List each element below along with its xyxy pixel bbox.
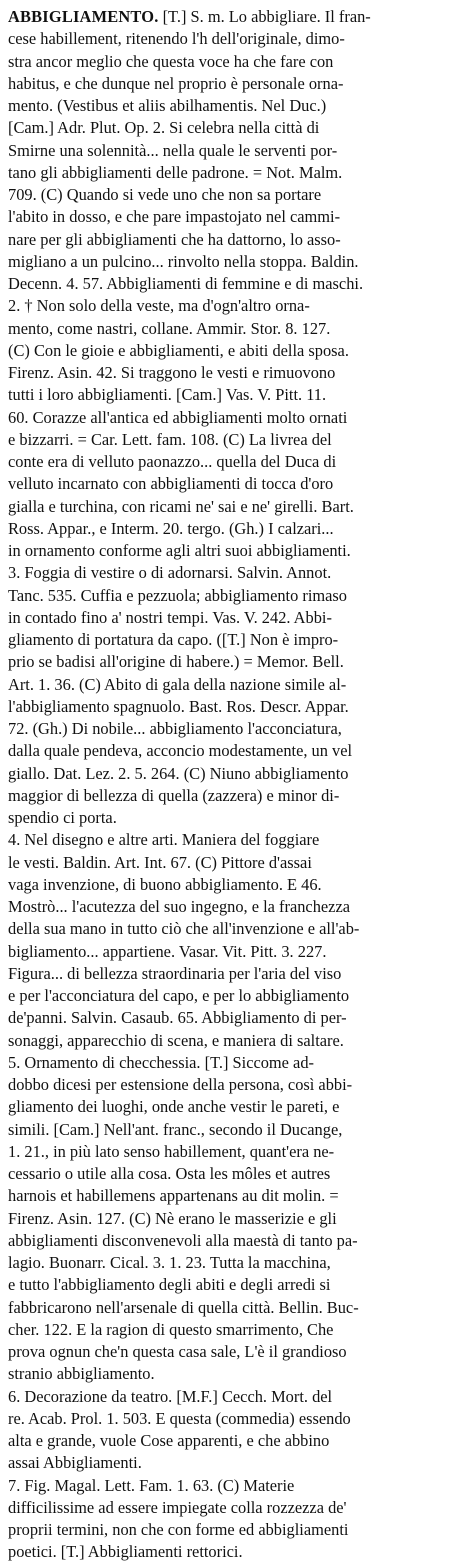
entry-line: dalla quale pendeva, acconcio modestamente, un vel xyxy=(8,741,353,761)
entry-line: 4. Nel disegno e altre arti. Maniera del foggiare xyxy=(8,830,320,850)
entry-line: assai Abbigliamenti. xyxy=(8,1453,142,1473)
entry-line: della sua mano in tutto ciò che all'invenzione e all'ab- xyxy=(8,919,360,939)
entry-line: harnois et habillemens appartenans au dit molin. = xyxy=(8,1186,339,1206)
entry-line: velluto incarnato con abbigliamenti di tocca d'oro xyxy=(8,474,334,494)
entry-line: Firenz. Asin. 42. Si traggono le vesti e rimuovono xyxy=(8,363,336,382)
entry-line: dobbo dicesi per estensione della persona, così abbi- xyxy=(8,1075,353,1094)
entry-line: 1. 21., in più lato senso habillement, quant'era ne- xyxy=(8,1141,335,1161)
entry-line: lagio. Buonarr. Cical. 3. 1. 23. Tutta la macchina, xyxy=(8,1253,331,1272)
entry-line: 2. † Non solo della veste, ma d'ogn'altro orna- xyxy=(8,296,310,316)
entry-line: le vesti. Baldin. Art. Int. 67. (C) Pittore d'assai xyxy=(8,852,312,872)
entry-line: vaga invenzione, di buono abbigliamento. E 46. xyxy=(8,874,322,894)
entry-line: habitus, e che dunque nel proprio è personale orna- xyxy=(8,73,344,93)
entry-line: bigliamento... appartiene. Vasar. Vit. Pitt. 3. 227. xyxy=(8,941,327,961)
entry-line: cher. 122. E la ragion di questo smarrimento, Che xyxy=(8,1319,334,1339)
entry-line: nare per gli abbigliamenti che ha dattorno, lo asso- xyxy=(8,229,341,249)
headword: ABBIGLIAMENTO. xyxy=(8,7,159,26)
entry-line: 6. Decorazione da teatro. [M.F.] Cecch. Mort. del xyxy=(8,1386,333,1406)
entry-line: 709. (C) Quando si vede uno che non sa portare xyxy=(8,185,322,204)
entry-line: Decenn. 4. 57. Abbigliamenti di femmine e di maschi. xyxy=(8,274,364,293)
entry-line: 72. (Gh.) Di nobile... abbigliamento l'acconciatura, xyxy=(8,719,342,738)
entry-sense-4 xyxy=(8,829,465,1052)
entry-line: difficilissime ad essere impiegate colla rozzezza de' xyxy=(8,1497,347,1517)
entry-line: gialla e turchina, con ricami ne' sai e ne' girelli. Bart. xyxy=(8,496,354,516)
entry-line: re. Acab. Prol. 1. 503. E questa (commedia) essendo xyxy=(8,1408,351,1428)
entry-line: l'abito in dosso, e che pare impastojato nel cammi- xyxy=(8,207,341,227)
entry-line: prova ognun che'n questa casa sale, L'è il grandioso xyxy=(8,1342,347,1361)
entry-line: Tanc. 535. Cuffia e pezzuola; abbigliamento rimaso xyxy=(8,585,348,605)
entry-line: Ross. Appar., e Interm. 20. tergo. (Gh.) I calzari... xyxy=(8,518,334,538)
entry-sense-5 xyxy=(8,1052,465,1386)
entry-line: gliamento di portatura da capo. ([T.] Non è impro- xyxy=(8,630,339,649)
dictionary-entry xyxy=(8,6,465,1564)
entry-line: de'panni. Salvin. Casaub. 65. Abbigliamento di per- xyxy=(8,1008,347,1028)
entry-line: migliano a un pulcino... rinvolto nella stoppa. Baldin. xyxy=(8,251,359,271)
entry-line: Firenz. Asin. 127. (C) Nè erano le masserizie e gli xyxy=(8,1208,337,1228)
entry-line: gliamento dei luoghi, onde anche vestir le pareti, e xyxy=(8,1097,340,1117)
entry-line: tano gli abbigliamenti delle padrone. = Not. Malm. xyxy=(8,162,343,182)
entry-sense-3 xyxy=(8,562,465,829)
entry-line: 60. Corazze all'antica ed abbigliamenti molto ornati xyxy=(8,407,348,427)
entry-line: stranio abbigliamento. xyxy=(8,1364,155,1384)
entry-line: e bizzarri. = Car. Lett. fam. 108. (C) La livrea del xyxy=(8,429,332,449)
entry-line: alta e grande, vuole Cose apparenti, e che abbino xyxy=(8,1431,330,1450)
entry-line: 3. Foggia di vestire o di adornarsi. Salvin. Annot. xyxy=(8,563,332,583)
entry-line: poetici. [T.] Abbigliamenti rettorici. xyxy=(8,1542,243,1562)
entry-line: cessario o utile alla cosa. Osta les môles et autres xyxy=(8,1164,331,1183)
entry-line: maggior di bellezza di quella (zazzera) e minor di- xyxy=(8,785,340,805)
entry-line: ABBIGLIAMENTO. [T.] S. m. Lo abbigliare. Il fran- xyxy=(8,7,371,26)
entry-line: mento. (Vestibus et aliis abilhamentis. Nel Duc.) xyxy=(8,96,327,115)
entry-line: mento, come nastri, collane. Ammir. Stor. 8. 127. xyxy=(8,318,331,338)
entry-line: in contado fino a' nostri tempi. Vas. V. 242. Abbi- xyxy=(8,607,332,627)
entry-line: (C) Con le gioie e abbigliamenti, e abiti della sposa. xyxy=(8,340,349,360)
entry-line: l'abbigliamento spagnuolo. Bast. Ros. Descr. Appar. xyxy=(8,696,349,716)
entry-line: Mostrò... l'acutezza del suo ingegno, e la franchezza xyxy=(8,897,350,916)
entry-sense-2 xyxy=(8,295,465,562)
entry-line: fabbricarono nell'arsenale di quella città. Bellin. Buc- xyxy=(8,1297,359,1317)
entry-line: Figura... di bellezza straordinaria per l'aria del viso xyxy=(8,963,342,983)
entry-line: 5. Ornamento di checchessia. [T.] Siccome ad- xyxy=(8,1052,314,1072)
entry-line: conte era di velluto paonazzo... quella del Duca di xyxy=(8,452,337,471)
entry-line: e tutto l'abbigliamento degli abiti e degli arredi si xyxy=(8,1275,331,1295)
entry-sense-7 xyxy=(8,1475,465,1564)
entry-line: tutti i loro abbigliamenti. [Cam.] Vas. V. Pitt. 11. xyxy=(8,385,327,405)
entry-line: stra ancor meglio che questa voce ha che fare con xyxy=(8,51,334,71)
entry-line: [Cam.] Adr. Plut. Op. 2. Si celebra nella città di xyxy=(8,118,320,138)
entry-line: abbigliamenti disconvenevoli alla maestà di tanto pa- xyxy=(8,1230,358,1250)
entry-line: e per l'acconciatura del capo, e per lo abbigliamento xyxy=(8,986,350,1005)
entry-line: prio se badisi all'origine di habere.) = Memor. Bell. xyxy=(8,652,344,672)
entry-line: proprii termini, non che con forme ed abbigliamenti xyxy=(8,1520,349,1539)
entry-sense-6 xyxy=(8,1386,465,1475)
entry-sense-1 xyxy=(8,6,465,295)
entry-line: spendio ci porta. xyxy=(8,808,117,827)
entry-line: Smirne una solennità... nella quale le serventi por- xyxy=(8,140,338,160)
entry-line: giallo. Dat. Lez. 2. 5. 264. (C) Niuno abbigliamento xyxy=(8,763,349,783)
entry-line: sonaggi, apparecchio di scena, e maniera di saltare. xyxy=(8,1030,344,1050)
entry-line: Art. 1. 36. (C) Abito di gala della nazione simile al- xyxy=(8,674,347,694)
entry-line: cese habillement, ritenendo l'h dell'originale, dimo- xyxy=(8,29,345,49)
entry-line: simili. [Cam.] Nell'ant. franc., secondo il Ducange, xyxy=(8,1119,343,1139)
entry-line: in ornamento conforme agli altri suoi abbigliamenti. xyxy=(8,541,351,560)
entry-line: 7. Fig. Magal. Lett. Fam. 1. 63. (C) Materie xyxy=(8,1475,295,1495)
